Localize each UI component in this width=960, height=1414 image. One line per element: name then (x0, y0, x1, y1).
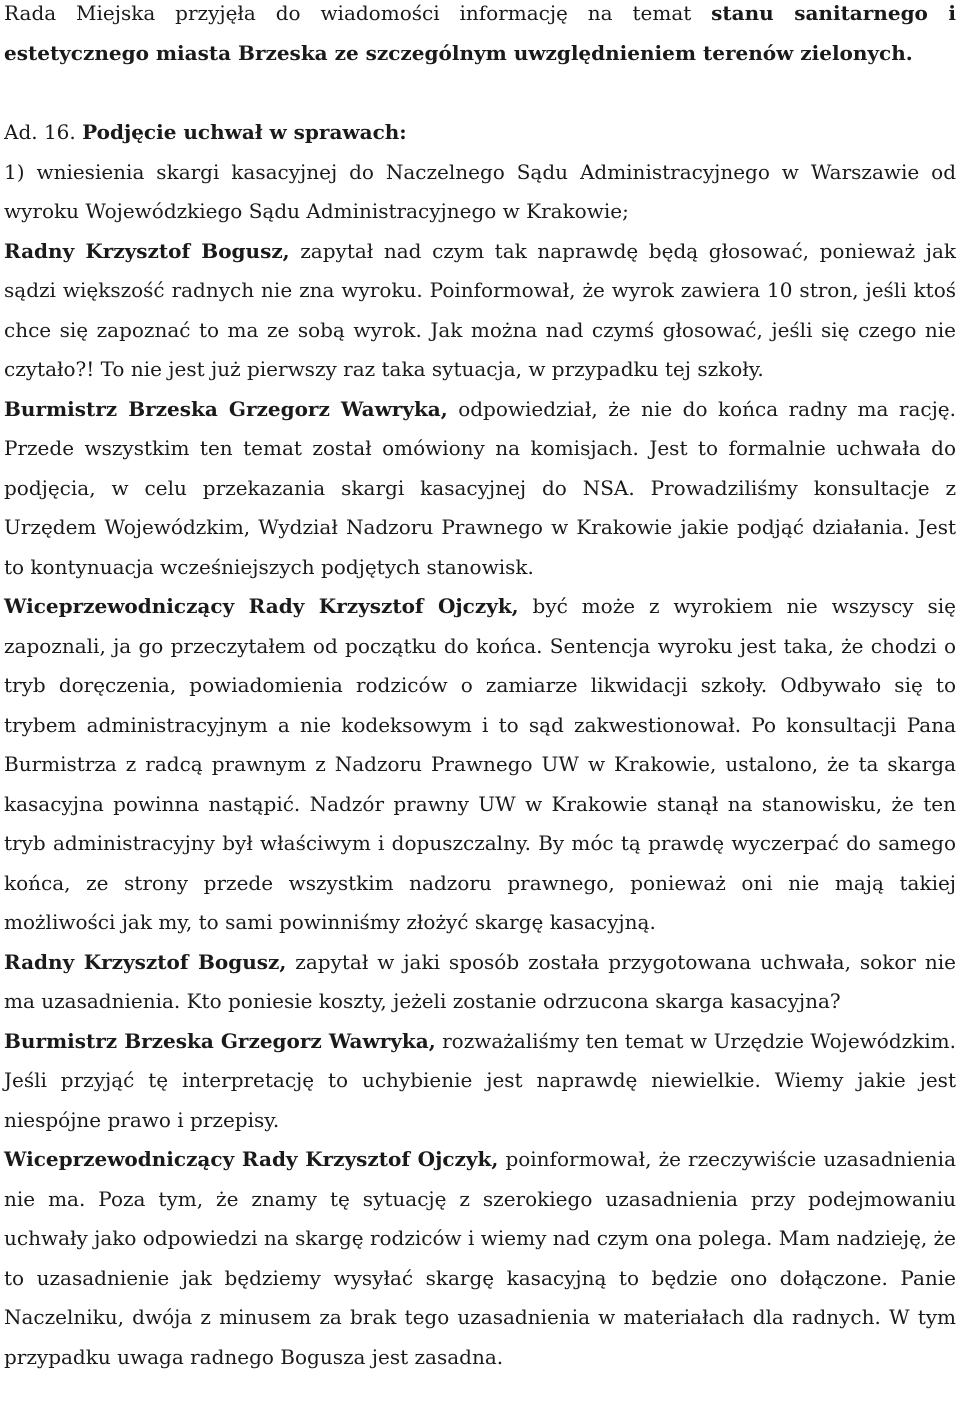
paragraph-gap (4, 73, 956, 113)
statement-speaker: Radny Krzysztof Bogusz, (4, 949, 287, 974)
statement-speaker: Burmistrz Brzeska Grzegorz Wawryka, (4, 396, 448, 421)
statement-paragraph (4, 232, 956, 390)
statement-text: odpowiedział, że nie do końca radny ma rację. Przede wszystkim ten temat został omówiony na komisjach. Jest to formalnie uchwała do podjęcia, w celu przekazania skargi kasacyjnej do NSA. Prowadziliśmy konsultacje z Urzędem Wojewódzkim, Wydział Nadzoru Prawnego w Krakowie jakie podjąć działania. Jest to kontynuacja wcześniejszych podjętych stanowisk. (4, 396, 956, 579)
statement-text: poinformował, że rzeczywiście uzasadnienia nie ma. Poza tym, że znamy tę sytuację z szerokiego uzasadnienia przy podejmowaniu uchwały jako odpowiedzi na skargę rodziców i wiemy nad czym ona polega. Mam nadzieję, że to uzasadnienie jak będziemy wysyłać skargę kasacyjną to będzie ono dołączone. Panie Naczelniku, dwója z minusem za brak tego uzasadnienia w materiałach dla radnych. W tym przypadku uwaga radnego Bogusza jest zasadna. (4, 1147, 957, 1369)
intro-lead: Rada Miejska przyjęła do wiadomości informację na temat (4, 1, 712, 25)
statement-paragraph (4, 587, 956, 943)
agenda-number: Ad. 16. (4, 120, 76, 144)
statement-paragraph (4, 1022, 956, 1141)
statement-paragraph (4, 390, 956, 588)
agenda-point: 1) wniesienia skargi kasacyjnej do Naczelnego Sądu Administracyjnego w Warszawie od wyroku Wojewódzkiego Sądu Administracyjnego w Krakowie; (4, 159, 956, 223)
statement-speaker: Burmistrz Brzeska Grzegorz Wawryka, (4, 1028, 436, 1053)
statement-paragraph (4, 943, 956, 1022)
statement-speaker: Wiceprzewodniczący Rady Krzysztof Ojczyk, (4, 1147, 499, 1171)
statement-speaker: Wiceprzewodniczący Rady Krzysztof Ojczyk, (4, 594, 519, 618)
statement-text: zapytał nad czym tak naprawdę będą głosować, ponieważ jak sądzi większość radnych nie zna wyroku. Poinformował, że wyrok zawiera 10 stron, jeśli ktoś chce się zapoznać to ma ze sobą wyrok. Jak można nad czymś głosować, jeśli się czego nie czytało?! To nie jest już pierwszy raz taka sytuacja, w przypadku tej szkoły. (4, 238, 956, 381)
agenda-heading (4, 113, 956, 153)
intro-paragraph (4, 0, 956, 73)
statement-text: zapytał w jaki sposób została przygotowana uchwała, sokor nie ma uzasadnienia. Kto poniesie koszty, jeżeli zostanie odrzucona skarga kasacyjna? (4, 949, 956, 1013)
agenda-title: Podjęcie uchwał w sprawach: (82, 120, 407, 144)
intro-topic: stanu sanitarnego i estetycznego miasta Brzeska ze szczególnym uwzględnieniem terenów zielonych. (4, 1, 956, 65)
statement-text: rozważaliśmy ten temat w Urzędzie Wojewódzkim. Jeśli przyjąć tę interpretację to uchybienie jest naprawdę niewielkie. Wiemy jakie jest niespójne prawo i przepisy. (4, 1028, 956, 1132)
statement-paragraph (4, 1140, 956, 1377)
statement-text: być może z wyrokiem nie wszyscy się zapoznali, ja go przeczytałem od początku do końca. Sentencja wyroku jest taka, że chodzi o tryb doręczenia, powiadomienia rodziców o zamiarze likwidacji szkoły. Odbywało się to trybem administracyjnym a nie kodeksowym i to sąd zakwestionował. Po konsultacji Pana Burmistrza z radcą prawnym z Nadzoru Prawnego UW w Krakowie, ustalono, że ta skarga kasacyjna powinna nastąpić. Nadzór prawny UW w Krakowie stanął na stanowisku, że ten tryb administracyjny był właściwym i dopuszczalny. By móc tą prawdę wyczerpać do samego końca, ze strony przede wszystkim nadzoru prawnego, ponieważ oni nie mają takiej możliwości jak my, to sami powinniśmy złożyć skargę kasacyjną. (4, 594, 956, 934)
statement-speaker: Radny Krzysztof Bogusz, (4, 238, 290, 263)
